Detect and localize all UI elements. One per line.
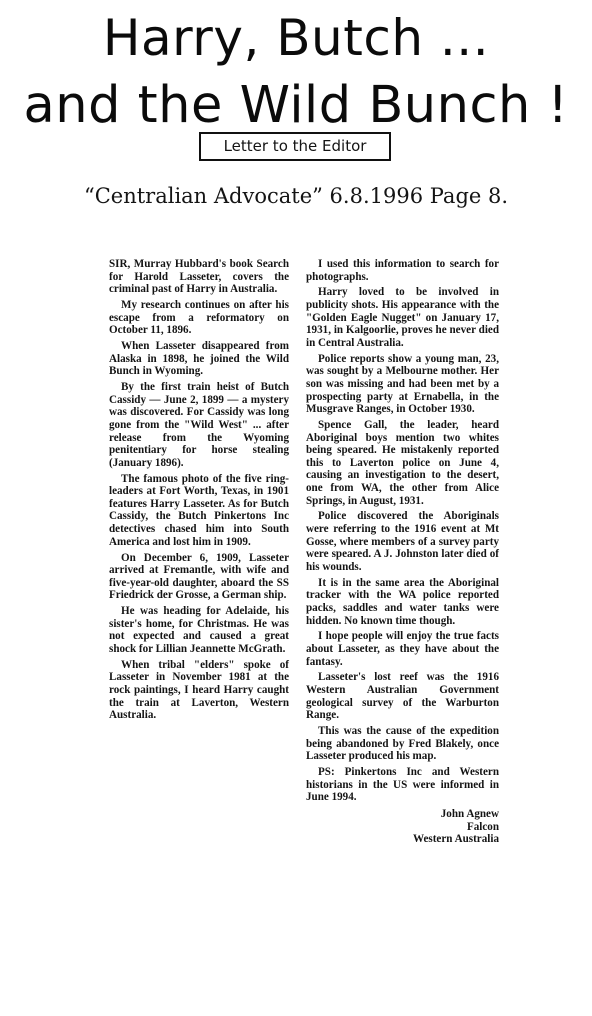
letter-signature <box>306 808 499 846</box>
paragraph: This was the cause of the expedition being abandoned by Fred Blakely, once Lasseter produced his map. <box>306 725 499 763</box>
headline-line-1: Harry, Butch ... <box>102 9 490 67</box>
source-citation: “Centralian Advocate” 6.8.1996 Page 8. <box>83 184 509 208</box>
paragraph: Spence Gall, the leader, heard Aboriginal boys mention two whites being speared. He mistakenly reported this to Laverton police on June 4, causing an investigation to the desert, one from WA, the other from Alice Springs, in August, 1931. <box>306 419 499 507</box>
paragraph: I used this information to search for photographs. <box>306 258 499 283</box>
signature-town: Falcon <box>466 820 499 833</box>
paragraph: It is in the same area the Aboriginal tracker with the WA police reported packs, saddles and water tanks were hidden. No known time though. <box>306 576 499 627</box>
paragraph: When Lasseter disappeared from Alaska in 1898, he joined the Wild Bunch in Wyoming. <box>109 340 289 378</box>
paragraph: SIR, Murray Hubbard's book Search for Harold Lasseter, covers the criminal past of Harry in Australia. <box>109 258 289 296</box>
paragraph: Police reports show a young man, 23, was sought by a Melbourne mother. Her son was missing and had been met by a prospecting party at Ernabella, in the Musgrave Ranges, in October 1930. <box>306 352 499 416</box>
signature-state: Western Australia <box>413 833 499 846</box>
paragraph: When tribal "elders" spoke of Lasseter in November 1981 at the rock paintings, I heard Harry caught the train at Laverton, Western Australia. <box>109 658 289 722</box>
headline-line-2: and the Wild Bunch ! <box>23 76 569 135</box>
section-label: Letter to the Editor <box>199 132 391 161</box>
paragraph: He was heading for Adelaide, his sister's home, for Christmas. He was not expected and caused a great shock for Lillian Jeannette McGrath. <box>109 605 289 655</box>
article-left-column <box>109 258 289 725</box>
paragraph: Harry loved to be involved in publicity shots. His appearance with the "Golden Eagle Nugget" on January 17, 1931, in Kalgoorlie, proves he never died in Central Australia. <box>306 286 499 349</box>
paragraph: PS: Pinkertons Inc and Western historians in the US were informed in June 1994. <box>306 766 499 804</box>
paragraph: The famous photo of the five ring-leaders at Fort Worth, Texas, in 1901 features Harry Lasseter. As for Butch Cassidy, the Butch Pinkertons Inc detectives chased him into South America and lost him in 1909. <box>109 472 289 548</box>
signature-name: John Agnew <box>440 808 499 820</box>
article-right-column <box>306 258 499 807</box>
paragraph: Police discovered the Aboriginals were referring to the 1916 event at Mt Gosse, where members of a survey party were speared. A J. Johnston later died of his wounds. <box>306 510 499 573</box>
paragraph: My research continues on after his escape from a reformatory on October 11, 1896. <box>109 299 289 337</box>
paragraph: Lasseter's lost reef was the 1916 Western Australian Government geological survey of the Warburton Range. <box>306 671 499 722</box>
paragraph: On December 6, 1909, Lasseter arrived at Fremantle, with wife and five-year-old daughter, aboard the SS Friedrick der Grosse, a German ship. <box>109 551 289 602</box>
paragraph: I hope people will enjoy the true facts about Lasseter, as they have about the fantasy. <box>306 630 499 668</box>
paragraph: By the first train heist of Butch Cassidy — June 2, 1899 — a mystery was discovered. For Cassidy was long gone from the "Wild West" ... after release from the Wyoming penitentiary for horse stealing (January 1896). <box>109 381 289 469</box>
